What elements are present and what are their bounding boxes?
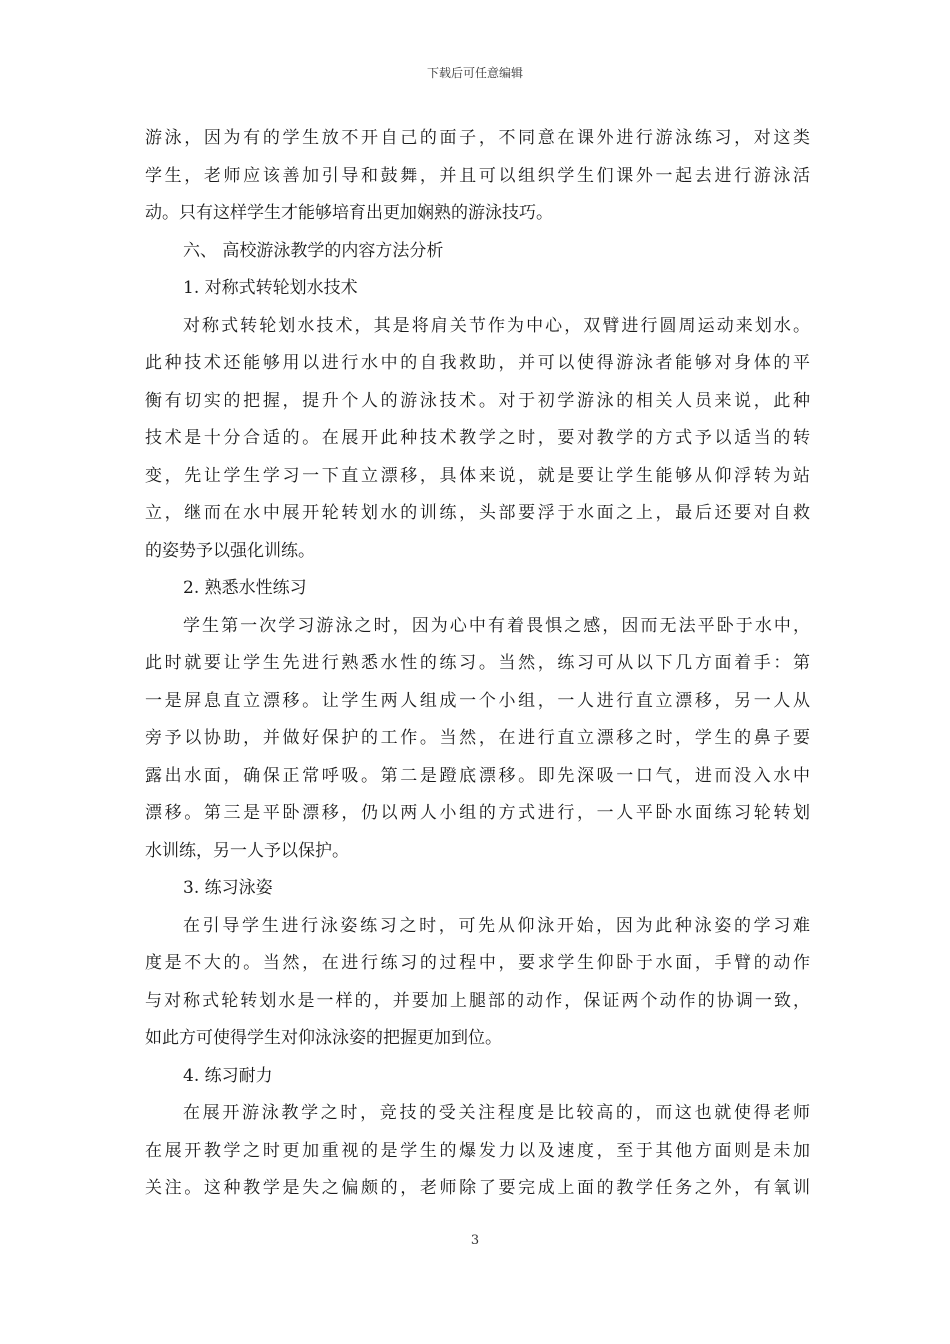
document-body xyxy=(145,120,810,1208)
subsection-heading: 1. 对称式转轮划水技术 xyxy=(183,278,358,298)
paragraph-line: 露出水面，确保正常呼吸。第二是蹬底漂移。即先深吸一口气，进而没入水中 xyxy=(145,765,810,786)
paragraph-line: 在展开游泳教学之时，竞技的受关注程度是比较高的，而这也就使得老师 xyxy=(183,1103,810,1123)
paragraph-line: 立，继而在水中展开轮转划水的训练，头部要浮于水面之上，最后还要对自救 xyxy=(145,503,810,523)
paragraph-line: 一是屏息直立漂移。让学生两人组成一个小组，一人进行直立漂移，另一人从 xyxy=(145,690,810,711)
paragraph-line: 变，先让学生学习一下直立漂移，具体来说，就是要让学生能够从仰浮转为站 xyxy=(145,465,810,486)
paragraph-line: 度是不大的。当然，在进行练习的过程中，要求学生仰卧于水面，手臂的动作 xyxy=(145,953,810,973)
paragraph-line: 游泳，因为有的学生放不开自己的面子，不同意在课外进行游泳练习，对这类 xyxy=(145,128,810,148)
page-header: 下载后可任意编辑 xyxy=(426,66,523,80)
paragraph-line: 技术是十分合适的。在展开此种技术教学之时，要对教学的方式予以适当的转 xyxy=(145,428,810,448)
paragraph-line: 此时就要让学生先进行熟悉水性的练习。当然，练习可从以下几方面着手：第 xyxy=(145,653,810,673)
paragraph-line: 此种技术还能够用以进行水中的自我救助，并可以使得游泳者能够对身体的平 xyxy=(145,353,810,373)
subsection-heading: 3. 练习泳姿 xyxy=(183,878,273,898)
paragraph-line: 学生第一次学习游泳之时，因为心中有着畏惧之感，因而无法平卧于水中， xyxy=(183,615,810,636)
section-heading: 六、 高校游泳教学的内容方法分析 xyxy=(183,240,444,261)
page-number: 3 xyxy=(470,1233,480,1248)
paragraph-line: 与对称式轮转划水是一样的，并要加上腿部的动作，保证两个动作的协调一致， xyxy=(145,990,810,1011)
paragraph-line: 水训练，另一人予以保护。 xyxy=(145,840,349,861)
paragraph-line: 学生，老师应该善加引导和鼓舞，并且可以组织学生们课外一起去进行游泳活 xyxy=(145,165,810,186)
paragraph-line: 如此方可使得学生对仰泳泳姿的把握更加到位。 xyxy=(145,1028,502,1048)
paragraph-line: 动。只有这样学生才能够培育出更加娴熟的游泳技巧。 xyxy=(145,203,553,223)
subsection-heading: 4. 练习耐力 xyxy=(183,1065,273,1086)
paragraph-line: 在引导学生进行泳姿练习之时，可先从仰泳开始，因为此种泳姿的学习难 xyxy=(183,915,810,936)
paragraph-line: 对称式转轮划水技术，其是将肩关节作为中心，双臂进行圆周运动来划水。 xyxy=(183,315,810,336)
paragraph-line: 在展开教学之时更加重视的是学生的爆发力以及速度，至于其他方面则是未加 xyxy=(145,1140,810,1161)
paragraph-line: 漂移。第三是平卧漂移，仍以两人小组的方式进行，一人平卧水面练习轮转划 xyxy=(145,803,810,823)
paragraph-line: 衡有切实的把握，提升个人的游泳技术。对于初学游泳的相关人员来说，此种 xyxy=(145,390,810,411)
paragraph-line: 旁予以协助，并做好保护的工作。当然，在进行直立漂移之时，学生的鼻子要 xyxy=(145,728,810,748)
paragraph-line: 的姿势予以强化训练。 xyxy=(145,540,315,561)
subsection-heading: 2. 熟悉水性练习 xyxy=(183,578,307,598)
paragraph-line: 关注。这种教学是失之偏颇的，老师除了要完成上面的教学任务之外，有氧训 xyxy=(145,1178,810,1198)
